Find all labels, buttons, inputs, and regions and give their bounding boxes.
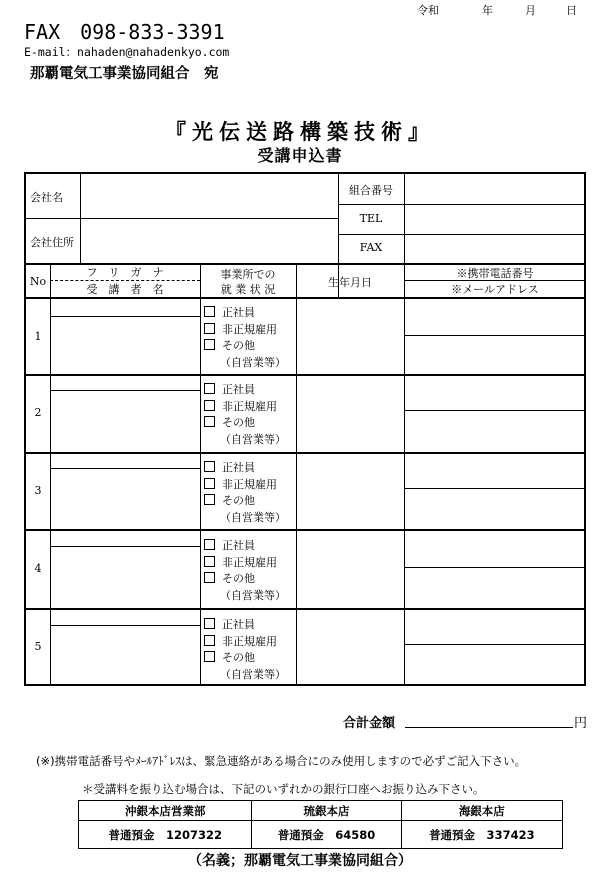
divider — [50, 625, 200, 626]
transfer-note: ＊受講料を振り込む場合は、下記のいずれかの銀行口座へお振り込み下さい。 — [82, 782, 485, 796]
recipient: 那覇電気工事業協同組合 宛 — [30, 66, 219, 82]
divider — [50, 468, 200, 469]
bank-name: 沖銀本店営業部 — [79, 801, 252, 821]
checkbox-regular[interactable]: 正社員 — [204, 538, 286, 555]
divider — [26, 452, 586, 454]
date-month: 月 — [525, 4, 536, 17]
divider — [80, 174, 81, 218]
bank-account: 普通預金 1207322 — [79, 821, 252, 849]
divider — [404, 644, 586, 645]
header-no: No — [29, 275, 47, 288]
divider — [200, 263, 201, 686]
date-line — [0, 2, 600, 16]
other-note: （自営業等） — [220, 588, 286, 602]
divider — [50, 390, 200, 391]
bank-name: 海銀本店 — [401, 801, 562, 821]
checkbox-nonregular[interactable]: 非正規雇用 — [204, 399, 286, 416]
other-note: （自営業等） — [220, 432, 286, 446]
bank-accounts-table — [78, 800, 563, 849]
checkbox-other[interactable]: その他 — [204, 415, 286, 432]
divider — [50, 263, 51, 686]
checkbox-other[interactable]: その他 — [204, 650, 286, 667]
page-subtitle: 受講申込書 — [257, 146, 343, 165]
header-employment: 事業所での — [220, 268, 276, 281]
row-number: 1 — [34, 330, 42, 343]
bank-account: 普通預金 64580 — [252, 821, 401, 849]
header-birthdate: 生年月日 — [328, 276, 372, 289]
header-furigana: フ リ ガ ナ — [86, 266, 164, 279]
date-day: 日 — [566, 4, 577, 17]
row-number: 5 — [34, 640, 42, 653]
total-amount-field[interactable] — [405, 727, 573, 728]
row-number: 4 — [34, 562, 42, 575]
company-name-label: 会社名 — [30, 191, 63, 204]
other-note: （自営業等） — [220, 510, 286, 524]
checkbox-regular[interactable]: 正社員 — [204, 305, 286, 322]
member-no-label: 組合番号 — [349, 184, 393, 197]
employment-checklist — [204, 382, 286, 448]
bank-account: 普通預金 337423 — [401, 821, 562, 849]
checkbox-regular[interactable]: 正社員 — [204, 382, 286, 399]
divider — [80, 218, 81, 263]
divider — [50, 280, 200, 281]
contact-note: (※)携帯電話番号やﾒｰﾙｱﾄﾞﾚｽは、緊急連絡がある場合にのみ使用しますので必ずご記入下さい。 — [36, 754, 527, 768]
total-amount-unit: 円 — [574, 716, 588, 731]
divider — [404, 335, 586, 336]
divider — [26, 608, 586, 610]
header-name: 受 講 者 名 — [86, 283, 164, 296]
application-form — [24, 172, 586, 686]
divider — [26, 374, 586, 376]
row-number: 3 — [34, 484, 42, 497]
fax-number: FAX 098-833-3391 — [24, 20, 225, 44]
account-holder: （名義；那覇電気工事業協同組合） — [188, 853, 412, 869]
header-employment-status: 就 業 状 況 — [220, 283, 276, 296]
divider — [338, 204, 586, 205]
divider — [404, 174, 405, 263]
checkbox-other[interactable]: その他 — [204, 338, 286, 355]
divider — [26, 297, 586, 299]
other-note: （自営業等） — [220, 355, 286, 369]
row-number: 2 — [34, 406, 42, 419]
header-mail: ※メールアドレス — [451, 283, 539, 296]
divider — [404, 567, 586, 568]
total-amount-label: 合計金額 — [343, 716, 396, 731]
divider — [404, 410, 586, 411]
divider — [404, 263, 405, 686]
checkbox-regular[interactable]: 正社員 — [204, 617, 286, 634]
checkbox-other[interactable]: その他 — [204, 493, 286, 510]
divider — [338, 234, 586, 235]
checkbox-nonregular[interactable]: 非正規雇用 — [204, 634, 286, 651]
date-year: 年 — [482, 4, 493, 17]
checkbox-nonregular[interactable]: 非正規雇用 — [204, 555, 286, 572]
checkbox-regular[interactable]: 正社員 — [204, 460, 286, 477]
divider — [296, 263, 297, 686]
page-title: 『光伝送路構築技術』 — [165, 119, 435, 144]
header-mobile: ※携帯電話番号 — [456, 267, 534, 280]
other-note: （自営業等） — [220, 667, 286, 681]
employment-checklist — [204, 617, 286, 683]
divider — [404, 488, 586, 489]
divider — [50, 316, 200, 317]
checkbox-other[interactable]: その他 — [204, 571, 286, 588]
email-address: E-mail：nahaden@nahadenkyo.com — [24, 45, 230, 59]
divider — [26, 529, 586, 531]
fax-label: FAX — [359, 241, 383, 254]
company-address-label: 会社住所 — [30, 236, 74, 249]
tel-label: TEL — [359, 212, 383, 225]
employment-checklist — [204, 538, 286, 604]
checkbox-nonregular[interactable]: 非正規雇用 — [204, 477, 286, 494]
checkbox-nonregular[interactable]: 非正規雇用 — [204, 322, 286, 339]
employment-checklist — [204, 305, 286, 371]
divider — [50, 546, 200, 547]
divider — [26, 218, 338, 219]
bank-name: 琉銀本店 — [252, 801, 401, 821]
employment-checklist — [204, 460, 286, 526]
date-era: 令和 — [417, 4, 439, 17]
